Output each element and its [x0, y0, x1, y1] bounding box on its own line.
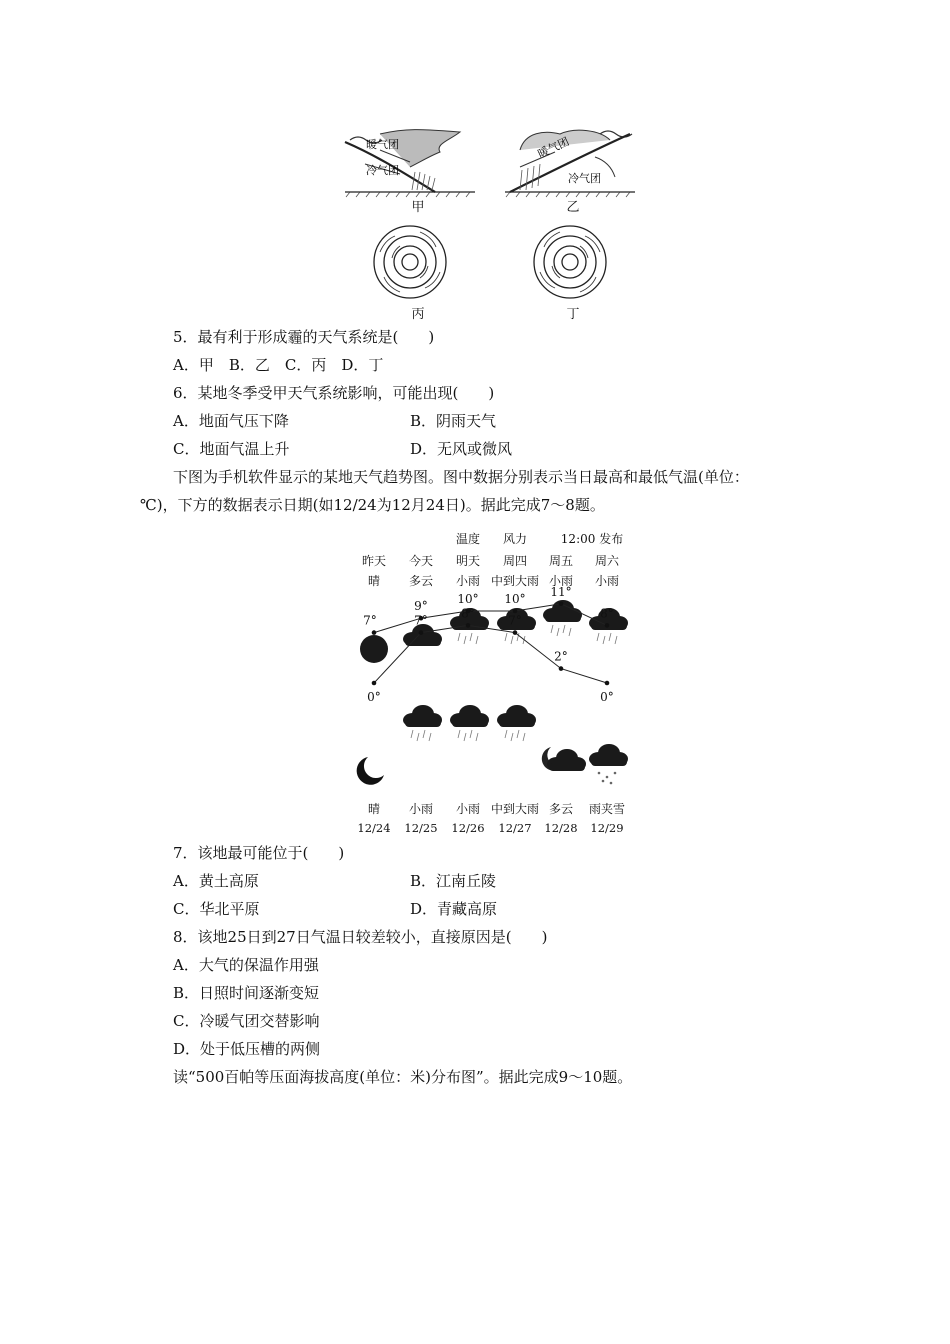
- q7-stem: 7．该地最可能位于( ): [173, 844, 345, 862]
- high-temp-label: 7°: [363, 613, 377, 628]
- day-label: 今天: [408, 554, 434, 568]
- date-label: 12/27: [498, 821, 532, 835]
- day-label: 周四: [502, 554, 528, 568]
- cloud-icon: [547, 749, 586, 771]
- bottom-weather-label: 小雨: [455, 802, 481, 816]
- low-temp-label: 7°: [508, 613, 522, 628]
- low-temp-label: 2°: [554, 649, 568, 664]
- q5-stem: 5．最有利于形成霾的天气系统是( ): [173, 328, 435, 346]
- label-bing: 丙: [411, 307, 425, 322]
- raindrops-icon: [458, 730, 478, 741]
- raindrops-icon: [597, 633, 617, 644]
- q7-option-d: D．青藏高原: [410, 900, 498, 918]
- yi-warm-label: 暖气团: [535, 134, 572, 161]
- rain-cloud-icon: [450, 705, 489, 727]
- jia-cold-label: 冷气团: [366, 164, 399, 177]
- day-label: 周五: [548, 554, 574, 568]
- date-label: 12/29: [590, 821, 624, 835]
- rain-cloud-icon: [403, 705, 442, 727]
- high-temp-label: 9°: [414, 599, 428, 614]
- label-yi: 乙: [566, 200, 580, 215]
- header-temp: 温度: [455, 532, 481, 546]
- q5-options: A．甲 B．乙 C．丙 D．丁: [173, 356, 384, 374]
- top-weather-label: 小雨: [548, 574, 574, 588]
- header-publish: 12:00 发布: [560, 532, 624, 546]
- bottom-weather-label: 雨夹雪: [588, 802, 626, 816]
- weather-systems-figure: [340, 122, 640, 322]
- high-temp-point: [559, 602, 564, 607]
- yi-cold-label: 冷气团: [568, 172, 601, 185]
- high-temp-label: 11°: [550, 584, 572, 599]
- bottom-weather-label: 多云: [548, 802, 574, 816]
- q6-stem: 6．某地冬季受甲天气系统影响，可能出现( ): [173, 384, 495, 402]
- intro-paragraph-line1: 下图为手机软件显示的某地天气趋势图。图中数据分别表示当日最高和最低气温(单位：: [173, 468, 749, 486]
- sun-icon: [360, 635, 388, 663]
- raindrops-icon: [551, 625, 571, 636]
- raindrops-icon: [411, 730, 431, 741]
- bottom-weather-label: 小雨: [408, 802, 434, 816]
- q6-option-d: D．无风或微风: [410, 440, 513, 458]
- raindrops-icon: [458, 633, 478, 644]
- header-wind: 风力: [502, 532, 528, 546]
- top-weather-label: 小雨: [455, 574, 481, 588]
- high-temp-label: 10°: [504, 592, 526, 606]
- weather-trend-chart: [340, 525, 640, 840]
- low-temp-label: 8°: [461, 606, 475, 621]
- warm-front-diagram: [505, 130, 635, 197]
- low-temp-point: [372, 681, 377, 686]
- intro-paragraph-line2: ℃)，下方的数据表示日期(如12/24为12月24日)。据此完成7～8题。: [140, 496, 605, 514]
- q8-option-d: D．处于低压槽的两侧: [173, 1040, 321, 1058]
- moon-icon: [357, 757, 384, 785]
- q6-option-b: B．阴雨天气: [410, 412, 497, 430]
- q8-stem: 8．该地25日到27日气温日较差较小，直接原因是( ): [173, 928, 548, 946]
- top-weather-label: 小雨: [594, 574, 620, 588]
- q8-option-a: A．大气的保温作用强: [173, 956, 319, 974]
- bottom-weather-label: 中到大雨: [490, 802, 540, 816]
- label-ding: 丁: [566, 307, 580, 322]
- date-label: 12/26: [451, 821, 485, 835]
- sleet-cloud-icon: [589, 744, 628, 766]
- label-jia: 甲: [411, 200, 425, 215]
- cold-front-diagram: [345, 130, 475, 197]
- date-label: 12/28: [544, 821, 578, 835]
- bottom-weather-label: 晴: [367, 802, 381, 816]
- jia-warm-label: 暖气团: [366, 138, 399, 151]
- low-temp-label: 0°: [600, 690, 614, 704]
- day-label: 周六: [594, 554, 620, 568]
- day-label: 明天: [455, 554, 481, 568]
- high-temp-label: 10°: [457, 592, 479, 606]
- day-label: 昨天: [361, 554, 387, 568]
- q6-option-c: C．地面气温上升: [173, 440, 290, 458]
- top-weather-label: 多云: [408, 574, 434, 588]
- low-temp-label: 7°: [414, 613, 428, 628]
- low-temp-point: [466, 623, 471, 628]
- date-label: 12/25: [404, 821, 438, 835]
- q8-option-b: B．日照时间逐渐变短: [173, 984, 320, 1002]
- q7-option-c: C．华北平原: [173, 900, 260, 918]
- low-temp-point: [605, 681, 610, 686]
- date-label: 12/24: [357, 821, 391, 835]
- low-temp-point: [419, 630, 424, 635]
- pressure-system-ding: [534, 226, 606, 298]
- top-weather-label: 中到大雨: [490, 574, 540, 588]
- intro-paragraph-line3: 读“500百帕等压面海拔高度(单位：米)分布图”。据此完成9～10题。: [173, 1068, 633, 1086]
- high-temp-point: [605, 623, 610, 628]
- sleet-icon: [598, 772, 617, 785]
- pressure-system-bing: [374, 226, 446, 298]
- low-temp-label: 0°: [367, 690, 381, 704]
- high-temp-label: 8°: [600, 606, 614, 621]
- q7-option-a: A．黄土高原: [173, 872, 259, 890]
- q6-option-a: A．地面气压下降: [173, 412, 289, 430]
- raindrops-icon: [505, 730, 525, 741]
- rain-cloud-icon: [497, 705, 536, 727]
- low-temp-point: [513, 630, 518, 635]
- top-weather-label: 晴: [367, 574, 381, 588]
- q8-option-c: C．冷暖气团交替影响: [173, 1012, 320, 1030]
- q7-option-b: B．江南丘陵: [410, 872, 497, 890]
- low-temp-point: [559, 666, 564, 671]
- high-temp-point: [372, 630, 377, 635]
